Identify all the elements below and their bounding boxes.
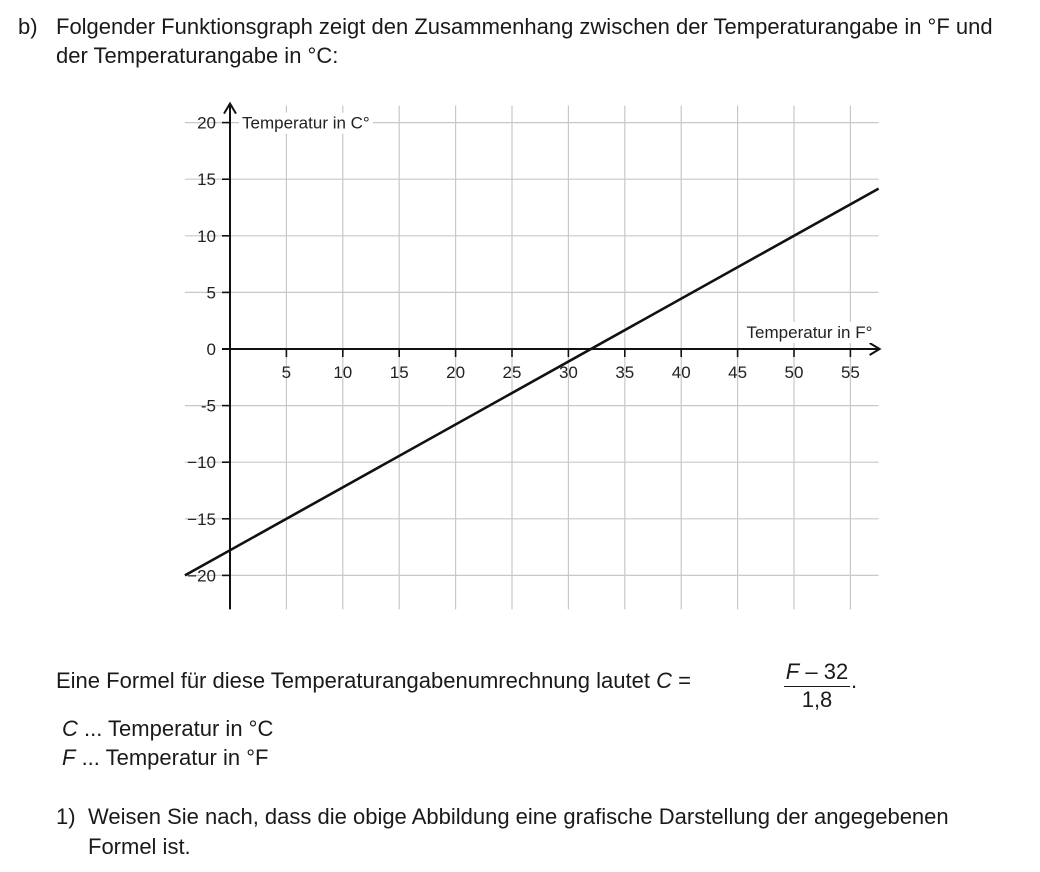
task-text: Weisen Sie nach, dass die obige Abbildung eine grafische Darstellung der angegebenen Formel ist. [88,804,949,859]
x-tick-label: 20 [446,363,466,382]
formula-eq: = [678,668,691,693]
y-tick-label: 10 [197,226,216,246]
formula-lead [56,668,691,694]
y-tick-label: -5 [200,396,216,416]
y-tick-label: 5 [206,283,216,303]
x-tick-label: 15 [389,363,409,382]
y-tick-label: 20 [197,113,216,133]
series [185,189,879,576]
formula-end: . [851,668,858,693]
fraction-numerator [784,660,850,687]
x-tick-label: 35 [615,363,635,382]
numerator-rest: – 32 [799,659,849,684]
conversion-line [185,189,879,576]
legend-row-c [62,714,273,743]
variable-legend [62,714,273,772]
task-number: 1) [56,804,76,829]
legend-var-c: C [62,716,78,741]
y-tick-label: 15 [197,170,216,190]
x-tick-label: 45 [728,363,748,382]
x-tick-label: 50 [784,363,804,382]
x-tick-label: 25 [502,363,522,382]
formula-var: C [656,668,672,693]
x-tick-label: 30 [558,363,578,382]
numerator-var: F [785,659,800,684]
grid [185,106,879,610]
part-label: b) [18,14,38,39]
y-tick-label: −15 [187,509,216,529]
legend-row-f [62,743,273,772]
fraction [784,660,850,712]
x-tick-label: 40 [671,363,691,382]
x-axis-title: Temperatur in F° [746,323,873,342]
legend-var-f: F [62,745,76,770]
y-tick-label: −20 [187,566,216,586]
x-tick-label: 10 [333,363,353,382]
y-tick-label: −10 [187,453,216,473]
formula-lead-text: Eine Formel für diese Temperaturangabenumrechnung lautet [56,668,650,693]
x-tick-label: 55 [840,363,860,382]
fraction-denominator: 1,8 [801,687,833,712]
x-tick-label: 5 [281,363,292,382]
y-tick-label: 0 [206,340,216,359]
part-text: Folgender Funktionsgraph zeigt den Zusammenhang zwischen der Temperaturangabe in °F und der Temperaturangabe in °C: [56,14,993,68]
legend-text-c: ... Temperatur in °C [77,716,274,741]
legend-text-f: ... Temperatur in °F [75,745,269,770]
y-axis-title: Temperatur in C° [242,113,370,133]
